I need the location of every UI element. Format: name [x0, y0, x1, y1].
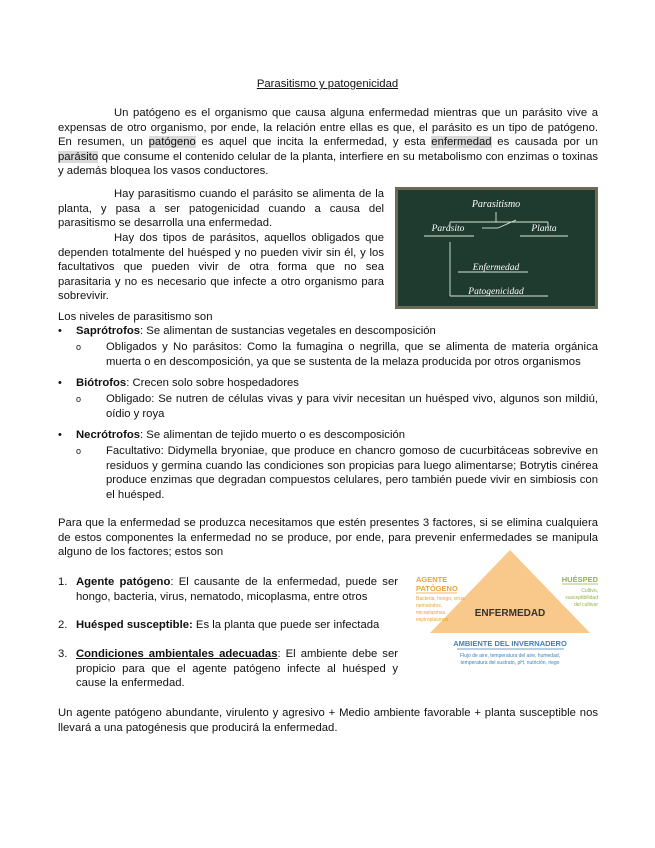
sub-item-text: Facultativo: Didymella bryoniae, que produce en chancro gomoso de cucurbitáceas sobrevive en residuos y germina cuando las condiciones son propicias para luego alimentarse; Botrytis cinérea produce enzimas que degradan compuestos celulares, pero también puede vivir en simbiosis con el huésped.: [106, 445, 598, 501]
agent-title-1: AGENTE: [416, 575, 448, 584]
blackboard-image: [395, 187, 598, 309]
blackboard-left: Parásito: [431, 224, 465, 234]
factors-paragraph: Para que la enfermedad se produzca necesitamos que estén presentes 3 factores, si se elimina cualquiera de estos componentes la enfermedad no se produce, por ende, para prevenir enfermedades se manipula alguno de los factores; estos son: [58, 517, 598, 559]
agent-line-2: nematodos,: [416, 603, 443, 609]
circle-bullet-icon: o: [76, 394, 82, 404]
disease-triangle: [412, 548, 602, 698]
parasite-types-paragraph: Hay dos tipos de parásitos, aquellos obligados que dependen totalmente del huésped y no pueden vivir sin él, y los facultativos que pueden vivir de otra forma que no sea parasitaria y no es necesario que infecte a otro organismo para sobrevivir.: [58, 232, 384, 303]
triangle-center-label: ENFERMEDAD: [474, 608, 546, 619]
env-line-1: Flujo de aire, temperatura del aire, humedad,: [459, 653, 561, 659]
level-term: Necrótrofos: [76, 429, 141, 441]
agent-line-4: espiroplasmas: [416, 617, 449, 623]
sub-item-text: Obligados y No parásitos: Como la fumagina o negrilla, que se alimenta de materia orgánica muerta o en descomposición, ya que se sustenta de la melaza producida por otros organismos: [106, 341, 598, 368]
level-desc: : Se alimentan de tejido muerto o es descomposición: [140, 429, 406, 441]
host-line-1: Cultivo,: [581, 588, 598, 594]
intro-text-d: que consume el contenido celular de la planta, interfiere en su metabolismo con enzimas o toxinas y además bloquea los vasos conductores.: [58, 150, 598, 178]
blackboard-top: Parasitismo: [471, 199, 521, 210]
highlight-patogeno: patógeno: [148, 136, 196, 149]
agent-title-2: PATÓGENO: [416, 584, 458, 593]
factor-desc: Es la planta que puede ser infectada: [192, 619, 380, 631]
circle-bullet-icon: o: [76, 342, 82, 352]
factor-item: [58, 618, 398, 633]
sub-list-item: [76, 340, 598, 369]
parasitism-paragraph: Hay parasitismo cuando el parásito se alimenta de la planta, y pasa a ser patogenicidad cuando a causa del parasitismo se desarrolla una enfermedad.: [58, 188, 384, 230]
level-desc: : Crecen solo sobre hospedadores: [126, 377, 299, 389]
sub-list-item: [76, 392, 598, 421]
blackboard-bottom: Patogenicidad: [468, 287, 524, 297]
factor-number: 2.: [58, 619, 68, 631]
level-term: Biótrofos: [76, 377, 127, 389]
factor-term: Agente patógeno: [76, 576, 171, 588]
blackboard-diagram: [398, 190, 595, 306]
levels-intro: Los niveles de parasitismo son: [58, 311, 213, 323]
host-line-3: del cultivar: [574, 602, 598, 608]
host-title: HUÉSPED: [561, 575, 598, 584]
bullet-icon: •: [58, 377, 62, 389]
agent-line-3: micoplasmas,: [416, 610, 447, 616]
factor-number: 1.: [58, 576, 68, 588]
host-line-2: susceptibilidad: [565, 595, 598, 601]
env-line-2: temperatura del sustrato, pH, nutrición, riego: [460, 660, 560, 666]
blackboard-right: Planta: [531, 224, 557, 234]
highlight-parasito: parásito: [58, 150, 99, 163]
sub-list-item: [76, 444, 598, 502]
factor-number: 3.: [58, 648, 68, 660]
intro-paragraph: [58, 106, 598, 179]
bullet-icon: •: [58, 325, 62, 337]
intro-text-c: es causada por un: [491, 136, 598, 149]
factor-term: Huésped susceptible:: [76, 619, 193, 631]
level-term: Saprótrofos: [76, 325, 141, 337]
highlight-enfermedad: enfermedad: [431, 136, 492, 149]
sub-item-text: Obligado: Se nutren de células vivas y para vivir necesitan un huésped vivo, algunos son mildiú, oídio y roya: [106, 393, 598, 420]
page-title: Parasitismo y patogenicidad: [256, 78, 399, 90]
env-title: AMBIENTE DEL INVERNADERO: [453, 639, 567, 648]
intro-text-a: Un patógeno es el organismo que causa alguna enfermedad mientras que un parásito vive a expensas de otro organismo, por ende, la relación entre ellas es que, el parásito es un tipo de patógeno. En resumen, un: [58, 107, 598, 149]
factor-desc: : El causante de la enfermedad, puede ser hongo, bacteria, virus, nematodo, micoplasma, entre otros: [76, 576, 398, 603]
factor-item: [58, 647, 398, 691]
circle-bullet-icon: o: [76, 446, 82, 456]
intro-text-b: es aquel que incita la enfermedad, y esta: [195, 136, 432, 149]
factor-item: [58, 575, 398, 604]
blackboard-mid: Enfermedad: [472, 263, 520, 273]
factor-term: Condiciones ambientales adecuadas: [76, 648, 278, 660]
bullet-icon: •: [58, 429, 62, 441]
conclusion-paragraph: Un agente patógeno abundante, virulento y agresivo + Medio ambiente favorable + planta susceptible nos llevará a una patogénesis que producirá la enfermedad.: [58, 707, 598, 734]
level-desc: : Se alimentan de sustancias vegetales en descomposición: [140, 325, 436, 337]
agent-line-1: Bacteria, hongo, virus,: [416, 596, 466, 602]
factor-desc: : El ambiente debe ser propicio para que el agente patógeno infecte al huésped y cause la enfermedad.: [76, 648, 398, 690]
